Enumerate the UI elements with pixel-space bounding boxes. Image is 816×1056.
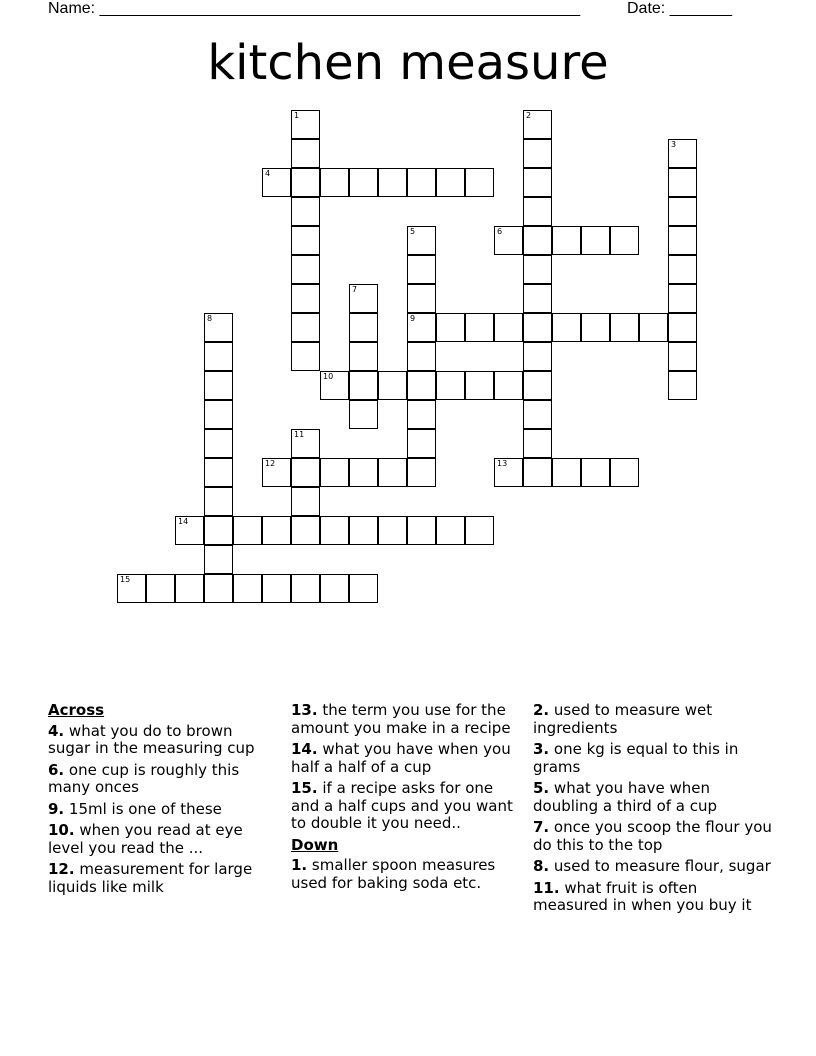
grid-cell[interactable]	[407, 342, 436, 371]
cell-number: 14	[178, 517, 189, 526]
grid-cell[interactable]	[494, 226, 523, 255]
grid-cell[interactable]	[465, 168, 494, 197]
down-clue-8	[533, 858, 773, 876]
grid-cell[interactable]	[494, 371, 523, 400]
grid-cell[interactable]	[436, 168, 465, 197]
cell-number: 8	[207, 314, 213, 323]
grid-cell[interactable]	[523, 342, 552, 371]
clue-text: the term you use for the amount you make in a recipe	[291, 701, 511, 737]
cell-number: 12	[265, 459, 276, 468]
cell-number: 1	[294, 111, 300, 120]
cell-number: 7	[352, 285, 358, 294]
grid-cell[interactable]	[117, 574, 146, 603]
grid-cell[interactable]	[291, 458, 320, 487]
grid-cell[interactable]	[523, 458, 552, 487]
cell-number: 13	[497, 459, 508, 468]
grid-cell[interactable]	[204, 313, 233, 342]
grid-cell[interactable]	[262, 516, 291, 545]
cell-number: 4	[265, 169, 271, 178]
grid-cell[interactable]	[668, 342, 697, 371]
clue-number: 14.	[291, 740, 318, 758]
clue-text: used to measure flour, sugar	[553, 857, 771, 875]
across-clue-9	[48, 801, 276, 819]
grid-cell[interactable]	[465, 313, 494, 342]
grid-cell[interactable]	[552, 458, 581, 487]
clues-column-2	[291, 702, 523, 896]
clue-number: 12.	[48, 860, 75, 878]
grid-cell[interactable]	[523, 110, 552, 139]
grid-cell[interactable]	[523, 400, 552, 429]
clue-number: 10.	[48, 821, 75, 839]
grid-cell[interactable]	[291, 226, 320, 255]
grid-cell[interactable]	[523, 197, 552, 226]
across-clue-13	[291, 702, 523, 737]
grid-cell[interactable]	[407, 429, 436, 458]
grid-cell[interactable]	[523, 284, 552, 313]
down-clue-7	[533, 819, 773, 854]
grid-cell[interactable]	[378, 168, 407, 197]
grid-cell[interactable]	[320, 168, 349, 197]
grid-cell[interactable]	[610, 313, 639, 342]
down-clue-11	[533, 880, 773, 915]
clue-number: 15.	[291, 779, 318, 797]
cell-number: 6	[497, 227, 503, 236]
grid-cell[interactable]	[204, 429, 233, 458]
grid-cell[interactable]	[233, 574, 262, 603]
grid-cell[interactable]	[349, 516, 378, 545]
grid-cell[interactable]	[378, 371, 407, 400]
grid-cell[interactable]	[349, 400, 378, 429]
grid-cell[interactable]	[204, 342, 233, 371]
grid-cell[interactable]	[349, 574, 378, 603]
grid-cell[interactable]	[523, 313, 552, 342]
cell-number: 10	[323, 372, 334, 381]
grid-cell[interactable]	[204, 574, 233, 603]
grid-cell[interactable]	[407, 284, 436, 313]
across-clue-6	[48, 762, 276, 797]
grid-cell[interactable]	[436, 516, 465, 545]
grid-cell[interactable]	[204, 487, 233, 516]
down-heading: Down	[291, 835, 339, 854]
across-clue-4	[48, 723, 276, 758]
grid-cell[interactable]	[204, 458, 233, 487]
clue-number: 2.	[533, 701, 550, 719]
down-clue-1	[291, 857, 523, 892]
grid-cell[interactable]	[523, 226, 552, 255]
clue-number: 7.	[533, 818, 550, 836]
grid-cell[interactable]	[668, 226, 697, 255]
grid-cell[interactable]	[407, 516, 436, 545]
grid-cell[interactable]	[523, 168, 552, 197]
grid-cell[interactable]	[291, 168, 320, 197]
grid-cell[interactable]	[320, 458, 349, 487]
grid-cell[interactable]	[378, 458, 407, 487]
grid-cell[interactable]	[668, 197, 697, 226]
clue-number: 11.	[533, 878, 560, 897]
grid-cell[interactable]	[552, 226, 581, 255]
grid-cell[interactable]	[668, 284, 697, 313]
grid-cell[interactable]	[494, 458, 523, 487]
clue-text: one kg is equal to this in grams	[533, 740, 739, 776]
clue-number: 5.	[533, 779, 550, 797]
clue-number: 9.	[48, 799, 65, 818]
grid-cell[interactable]	[581, 458, 610, 487]
clue-text: what you do to brown sugar in the measuring cup	[48, 721, 255, 757]
grid-cell[interactable]	[291, 284, 320, 313]
down-clue-2	[533, 702, 773, 737]
cell-number: 5	[410, 227, 416, 236]
across-clue-14	[291, 741, 523, 776]
across-clue-12	[48, 861, 276, 896]
grid-cell[interactable]	[291, 342, 320, 371]
grid-cell[interactable]	[291, 197, 320, 226]
clue-text: measurement for large liquids like milk	[48, 860, 253, 896]
name-field: Name: ______________________________________________________	[48, 0, 581, 17]
grid-cell[interactable]	[668, 168, 697, 197]
grid-cell[interactable]	[175, 574, 204, 603]
grid-cell[interactable]	[552, 313, 581, 342]
grid-cell[interactable]	[262, 458, 291, 487]
grid-cell[interactable]	[465, 516, 494, 545]
clue-text: 15ml is one of these	[68, 799, 222, 818]
clue-text: used to measure wet ingredients	[533, 701, 713, 737]
clue-text: if a recipe asks for one and a half cups and you want to double it you need..	[291, 779, 513, 832]
grid-cell[interactable]	[349, 168, 378, 197]
grid-cell[interactable]	[291, 516, 320, 545]
date-field: Date: _______	[627, 0, 732, 17]
grid-cell[interactable]	[349, 371, 378, 400]
grid-cell[interactable]	[639, 313, 668, 342]
grid-cell[interactable]	[407, 313, 436, 342]
clue-number: 1.	[291, 856, 308, 874]
grid-cell[interactable]	[204, 400, 233, 429]
down-clue-5	[533, 780, 773, 815]
grid-cell[interactable]	[291, 574, 320, 603]
grid-cell[interactable]	[407, 371, 436, 400]
grid-cell[interactable]	[465, 371, 494, 400]
grid-cell[interactable]	[581, 313, 610, 342]
grid-cell[interactable]	[204, 545, 233, 574]
clue-text: what you have when doubling a third of a cup	[533, 779, 718, 815]
page-title: kitchen measure	[207, 35, 609, 91]
grid-cell[interactable]	[291, 429, 320, 458]
cell-number: 2	[526, 111, 532, 120]
grid-cell[interactable]	[668, 313, 697, 342]
clue-number: 13.	[291, 701, 318, 719]
grid-cell[interactable]	[523, 371, 552, 400]
clue-number: 4.	[48, 721, 65, 740]
grid-cell[interactable]	[204, 516, 233, 545]
clues-column-3	[533, 702, 773, 919]
grid-cell[interactable]	[204, 371, 233, 400]
clue-text: when you read at eye level you read the ...	[48, 821, 243, 857]
grid-cell[interactable]	[146, 574, 175, 603]
grid-cell[interactable]	[262, 168, 291, 197]
grid-cell[interactable]	[668, 139, 697, 168]
grid-cell[interactable]	[320, 516, 349, 545]
grid-cell[interactable]	[291, 110, 320, 139]
clue-text: one cup is roughly this many onces	[48, 760, 240, 796]
grid-cell[interactable]	[349, 313, 378, 342]
across-clue-15	[291, 780, 523, 833]
clue-number: 8.	[533, 857, 550, 875]
grid-cell[interactable]	[436, 371, 465, 400]
grid-cell[interactable]	[291, 313, 320, 342]
grid-cell[interactable]	[407, 226, 436, 255]
grid-cell[interactable]	[668, 371, 697, 400]
grid-cell[interactable]	[233, 516, 262, 545]
clue-number: 3.	[533, 740, 550, 758]
cell-number: 11	[294, 430, 305, 439]
clue-text: once you scoop the flour you do this to the top	[533, 818, 772, 854]
grid-cell[interactable]	[291, 487, 320, 516]
across-clue-10	[48, 822, 276, 857]
grid-cell[interactable]	[320, 371, 349, 400]
grid-cell[interactable]	[668, 255, 697, 284]
cell-number: 9	[410, 314, 416, 323]
grid-cell[interactable]	[291, 255, 320, 284]
grid-cell[interactable]	[523, 139, 552, 168]
clue-text: smaller spoon measures used for baking soda etc.	[291, 856, 496, 892]
cell-number: 15	[120, 575, 131, 584]
grid-cell[interactable]	[407, 458, 436, 487]
grid-cell[interactable]	[407, 400, 436, 429]
grid-cell[interactable]	[407, 255, 436, 284]
grid-cell[interactable]	[494, 313, 523, 342]
clues-column-1	[48, 702, 276, 900]
grid-cell[interactable]	[436, 313, 465, 342]
grid-cell[interactable]	[610, 226, 639, 255]
grid-cell[interactable]	[581, 226, 610, 255]
grid-cell[interactable]	[349, 458, 378, 487]
cell-number: 3	[671, 140, 677, 149]
down-clue-3	[533, 741, 773, 776]
grid-cell[interactable]	[378, 516, 407, 545]
grid-cell[interactable]	[349, 342, 378, 371]
grid-cell[interactable]	[320, 574, 349, 603]
grid-cell[interactable]	[349, 284, 378, 313]
grid-cell[interactable]	[523, 429, 552, 458]
clue-text: what fruit is often measured in when you buy it	[533, 878, 752, 914]
grid-cell[interactable]	[523, 255, 552, 284]
across-heading: Across	[48, 701, 105, 719]
grid-cell[interactable]	[291, 139, 320, 168]
grid-cell[interactable]	[407, 168, 436, 197]
clue-text: what you have when you half a half of a cup	[291, 740, 511, 776]
clue-number: 6.	[48, 760, 65, 779]
grid-cell[interactable]	[175, 516, 204, 545]
grid-cell[interactable]	[610, 458, 639, 487]
grid-cell[interactable]	[262, 574, 291, 603]
